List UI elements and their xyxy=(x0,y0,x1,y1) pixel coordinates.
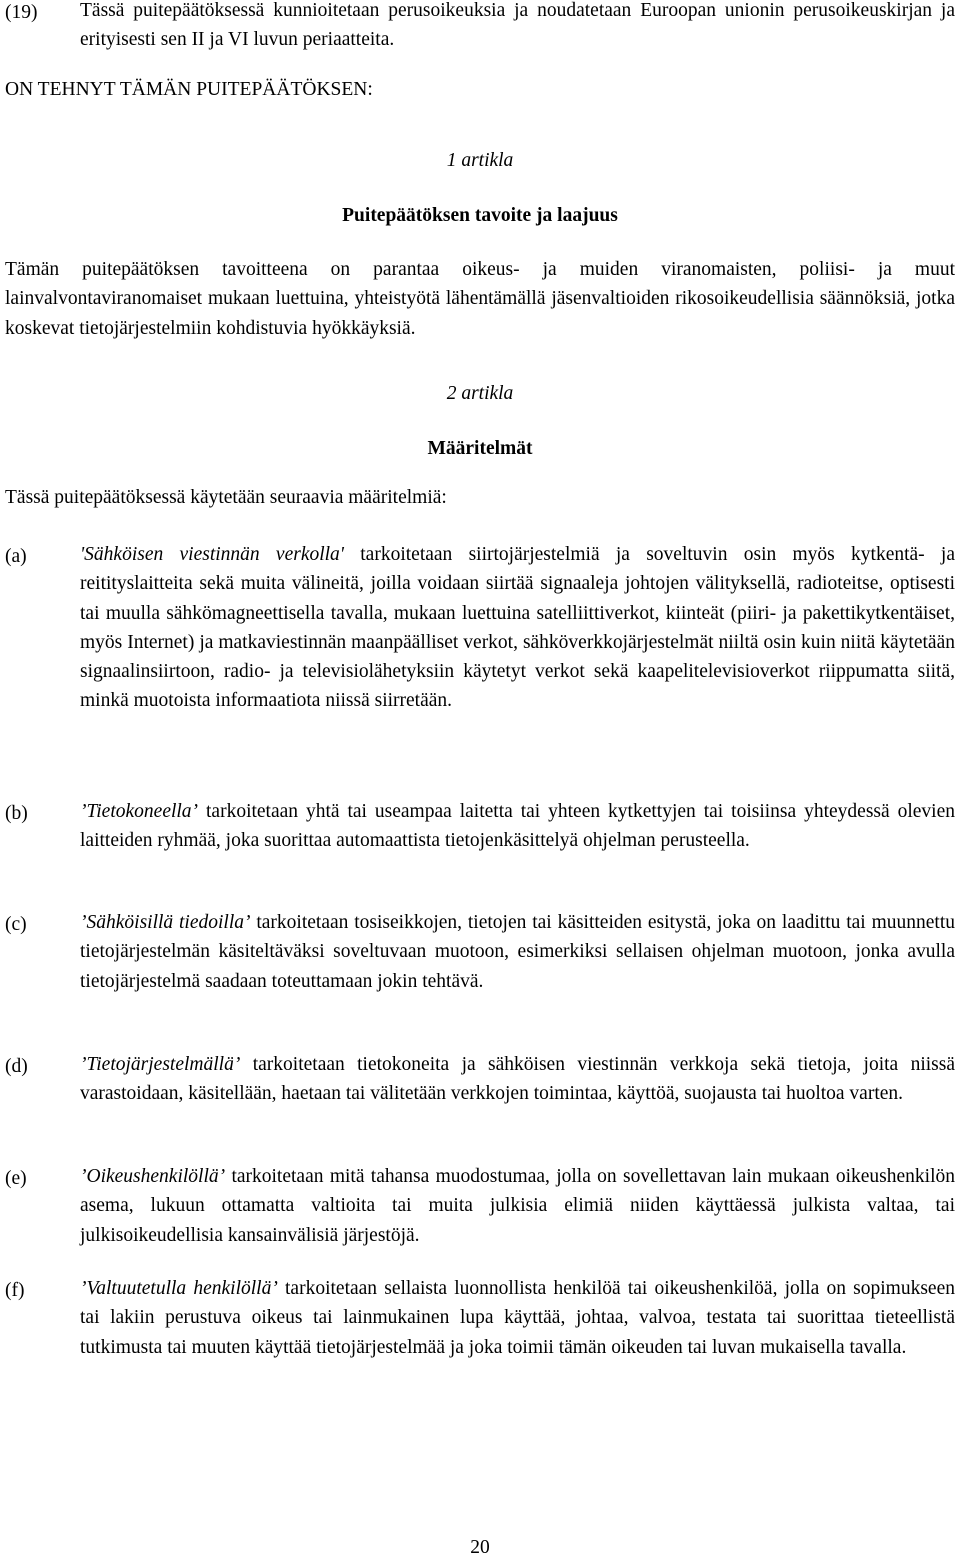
definition-label: (f) xyxy=(5,1280,25,1301)
definition-body: tarkoitetaan yhtä tai useampaa laitetta tai yhteen kytkettyjen tai toisiinsa yhteydessä olevien laitteiden ryhmää, joka suorittaa automaattista tietojenkäsittelyä ohjelman perusteella. xyxy=(80,801,955,852)
definition-text xyxy=(80,540,955,716)
article-2-number: 2 artikla xyxy=(446,383,514,404)
definition-term: ’Valtuutetulla henkilöllä’ xyxy=(80,1278,278,1299)
definition-text xyxy=(80,1050,955,1109)
definition-text xyxy=(80,797,955,856)
enacting-formula: ON TEHNYT TÄMÄN PUITEPÄÄTÖKSEN: xyxy=(5,79,373,100)
definition-body: tarkoitetaan tietokoneita ja sähköisen viestinnän verkkoja sekä tietoja, joita niissä varastoidaan, käsitellään, haetaan tai välitetään verkkojen toimintaa, käyttöä, suojausta tai huoltoa varten. xyxy=(80,1054,955,1105)
page-number: 20 xyxy=(470,1537,490,1558)
definition-label: (d) xyxy=(5,1056,28,1077)
article-2-intro: Tässä puitepäätöksessä käytetään seuraavia määritelmiä: xyxy=(5,487,447,508)
definition-term: ’Tietojärjestelmällä’ xyxy=(80,1054,241,1075)
article-1-title: Puitepäätöksen tavoite ja laajuus xyxy=(342,205,618,226)
definition-term: 'Sähköisen viestinnän verkolla' xyxy=(80,544,344,565)
definition-text xyxy=(80,1162,955,1250)
definition-term: ’Oikeushenkilöllä’ xyxy=(80,1166,226,1187)
recital-text: Tässä puitepäätöksessä kunnioitetaan perusoikeuksia ja noudatetaan Euroopan unionin perusoikeuskirjan ja erityisesti sen II ja VI luvun periaatteita. xyxy=(80,0,955,51)
recital-number: (19) xyxy=(5,2,38,23)
article-1-number: 1 artikla xyxy=(446,150,514,171)
definition-label: (a) xyxy=(5,546,27,567)
definition-body: tarkoitetaan mitä tahansa muodostumaa, jolla on sovellettavan lain mukaan oikeushenkilön asema, lukuun ottamatta valtioita tai muita julkisia elimiä niiden käyttäessä julkista valtaa, tai julkisoikeudellisia kansainvälisiä järjestöjä. xyxy=(80,1166,955,1246)
definition-text xyxy=(80,1274,955,1362)
article-2-title: Määritelmät xyxy=(427,438,533,459)
definition-term: ’Tietokoneella’ xyxy=(80,801,199,822)
definition-body: tarkoitetaan siirtojärjestelmiä ja soveltuvin osin myös kytkentä- ja reitityslaitteita sekä muita välineitä, joilla voidaan siirtää signaaleja johtojen välityksellä, radioteitse, optisesti tai muulla sähkömagneettisella tavalla, mukaan luettuina satelliittiverkot, kiinteät (piiri- ja pakettikytkentäiset, myös Internet) ja matkaviestinnän maanpäälliset verkot, sähköverkkojärjestelmät niiltä osin kuin niitä käytetään signaalinsiirtoon, radio- ja televisiolähetyksiin käytetyt verkot sekä kaapelitelevisioverkot riippumatta siitä, minkä muotoista informaatiota niissä siirretään. xyxy=(80,544,956,712)
definition-label: (b) xyxy=(5,803,28,824)
definition-body: tarkoitetaan tosiseikkojen, tietojen tai käsitteiden esitystä, joka on laadittu tai muunnettu tietojärjestelmän käsiteltäväksi soveltuvaan muotoon, esimerkiksi sellaisen ohjelman muotoon, jonka avulla tietojärjestelmä saadaan toteuttamaan jokin tehtävä. xyxy=(80,912,955,992)
definition-body: tarkoitetaan sellaista luonnollista henkilöä tai oikeushenkilöä, jolla on sopimukseen tai lakiin perustuva oikeus tai lainmukainen lupa käyttää, johtaa, valvoa, testata tai suorittaa tieteellistä tutkimusta tai muuten käyttää tietojärjestelmää ja joka toimii tämän oikeuden tai luvan mukaisella tavalla. xyxy=(80,1278,955,1358)
definition-label: (c) xyxy=(5,914,27,935)
definition-term: ’Sähköisillä tiedoilla’ xyxy=(80,912,251,933)
definition-label: (e) xyxy=(5,1168,27,1189)
definition-text xyxy=(80,908,955,996)
article-1-text: Tämän puitepäätöksen tavoitteena on parantaa oikeus- ja muiden viranomaisten, poliisi- ja muut lainvalvontaviranomaiset mukaan luettuina, yhteistyötä lähentämällä jäsenvaltioiden rikosoikeudellisia säännöksiä, jotka koskevat tietojärjestelmiin kohdistuvia hyökkäyksiä. xyxy=(5,259,955,339)
